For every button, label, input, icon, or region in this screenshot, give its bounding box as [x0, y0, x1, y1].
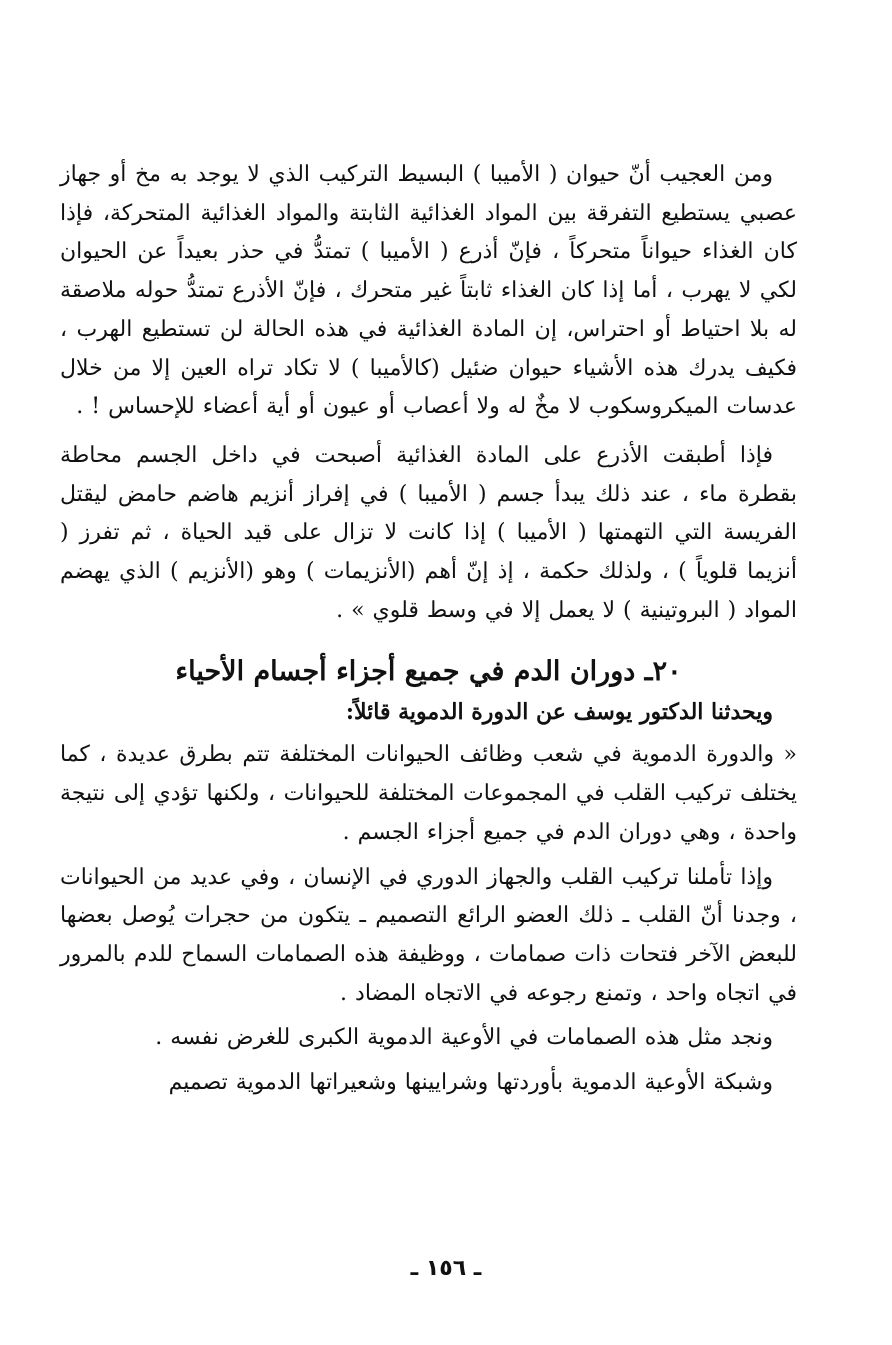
- section-title: ٢٠ـ دوران الدم في جميع أجزاء أجسام الأحياء: [175, 656, 682, 688]
- paragraph-vessels: وشبكة الأوعية الدموية بأوردتها وشرايينها وشعيراتها الدموية تصميم: [168, 1070, 773, 1096]
- section-subtitle: ويحدثنا الدكتور يوسف عن الدورة الدموية قائلاً:: [345, 699, 773, 726]
- paragraph-circulation-quote: « والدورة الدموية في شعب وظائف الحيوانات المختلفة تتم بطرق عديدة ، كما يختلف تركيب القلب في المجموعات المختلفة للحيوانات ، ولكنها تؤدي إلى نتيجة واحدة ، وهي دوران الدم في جميع أجزاء الجسم .: [60, 742, 797, 845]
- paragraph-valves: ونجد مثل هذه الصمامات في الأوعية الدموية الكبرى للغرض نفسه .: [155, 1025, 773, 1051]
- paragraph-amoeba-digestion: فإذا أطبقت الأذرع على المادة الغذائية أصبحت في داخل الجسم محاطة بقطرة ماء ، عند ذلك يبدأ جسم ( الأميبا ) في إفراز أنزيم هاضم حامض ليقتل الفريسة التي التهمتها ( الأميبا ) إذا كانت لا تزال على قيد الحياة ، ثم تفرز ( أنزيما قلوياً ) ، ولذلك حكمة ، إذ إنّ أهم (الأنزيمات ) وهو (الأنزيم ) الذي يهضم المواد ( البروتينية ) لا يعمل إلا في وسط قلوي » .: [60, 442, 797, 623]
- paragraph-amoeba-intro: ومن العجيب أنّ حيوان ( الأميبا ) البسيط التركيب الذي لا يوجد به مخ أو جهاز عصبي يستطيع التفرقة بين المواد الغذائية الثابتة والمواد الغذائية المتحركة، فإذا كان الغذاء حيواناً متحركاً ، فإنّ أذرع ( الأميبا ) تمتدُّ في حذر بعيداً عن الحيوان لكي لا يهرب ، أما إذا كان الغذاء ثابتاً غير متحرك ، فإنّ الأذرع تمتدُّ حوله ملاصقة له بلا احتياط أو احتراس، إن المادة الغذائية في هذه الحالة لن تستطيع الهرب ، فكيف يدرك هذه الأشياء حيوان ضئيل (كالأميبا ) لا تكاد تراه العين إلا من خلال عدسات الميكروسكوب لا مخٌ له ولا أعصاب أو عيون أو أية أعضاء للإحساس ! .: [60, 162, 797, 420]
- page-number: ـ ١٥٦ ـ: [410, 1256, 482, 1281]
- book-page: [60, 156, 797, 1345]
- paragraph-heart-structure: وإذا تأملنا تركيب القلب والجهاز الدوري في الإنسان ، وفي عديد من الحيوانات ، وجدنا أنّ القلب ـ ذلك العضو الرائع التصميم ـ يتكون من حجرات يُوصل بعضها للبعض الآخر فتحات ذات صمامات ، ووظيفة هذه الصمامات السماح للدم بالمرور في اتجاه واحد ، وتمنع رجوعه في الاتجاه المضاد .: [60, 864, 797, 1006]
